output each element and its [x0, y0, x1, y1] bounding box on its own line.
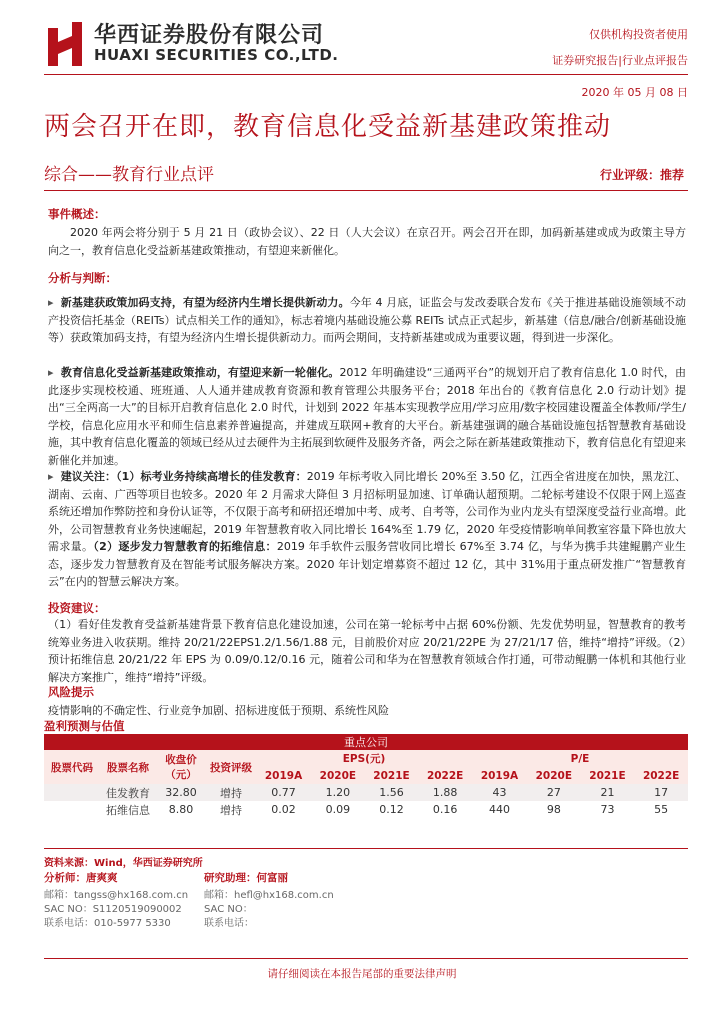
- analysis-p3-bold-1: 建议关注：（1）标考业务持续高增长的佳发教育：: [60, 470, 307, 483]
- cell-code: [44, 784, 100, 801]
- table-group-label: 重点公司: [44, 734, 688, 750]
- col-pe: P/E: [570, 752, 590, 765]
- pe-year: 2021E: [589, 769, 626, 782]
- analysis-p3-text-1: 2019 年标考收入同比增长 20%至 3.50 亿，江西全省进度在加快，黑龙江、湖南、云南、广西等项目也较多。2020 年 2 月需求大降但 3 月招标明显加速、订单确认超预期。二轮标考建设不仅限于网上巡查系统还增加作弊防控和身份认证等，不仅限于高考和研招还增加中考、成考、自考等，公司作为业内龙头有望深度受益行业高增。此外，公司智慧教育业务快速崛起，2019 年智慧教育收入同比增长 164%至 1.79 亿，2020 年受疫情影响单间教室容量下降也放大需求量。: [48, 470, 687, 553]
- cell-eps: 0.77: [271, 786, 296, 799]
- table-row: [44, 784, 688, 801]
- table-group-row: [44, 734, 688, 750]
- footer-divider: [44, 958, 688, 959]
- analysis-p1-text: 今年 4 月底，证监会与发改委联合发布《关于推进基础设施领域不动产投资信托基金（REITs）试点相关工作的通知》，标志着境内基础设施公募 REITs 试点正式起步，新基建（信息/融合/创新基础设施等）获政策加码支持，有望为经济内生增长提供新动力。而两会期间，支持新基建或成为重要议题，得到进一步深化。: [48, 296, 687, 344]
- table-row: [44, 801, 688, 818]
- eps-year: 2019A: [264, 769, 303, 782]
- cell-pe: 21: [600, 786, 615, 799]
- investment-text: （1）看好佳发教育受益新基建背景下教育信息化建设加速，公司在第一轮标考中占据 60%份额、先发优势明显，智慧教育的教考统筹业务进入收获期。维持 20/21/22EPS1.2/1.56/1.88 元，目前股价对应 20/21/22PE 为 27/21/17 倍，维持“增持”评级。（2）预计拓维信息 20/21/22 年 EPS 为 0.09/0.12/0.16 元，随着公司和华为在智慧教育领域合作打通，可带动鲲鹏一体机和其他行业解决方案推广，维持“增持”评级。: [48, 618, 686, 684]
- event-heading: 事件概述：: [48, 207, 106, 221]
- col-rating: 投资评级: [210, 761, 252, 774]
- legal-footer: 请仔细阅读在本报告尾部的重要法律声明: [267, 968, 457, 980]
- eps-year: 2020E: [319, 769, 357, 782]
- analyst-sac: SAC NO：S1120519090002: [44, 904, 182, 915]
- audience-note: 仅供机构投资者使用: [589, 28, 688, 41]
- col-code: 股票代码: [51, 761, 93, 774]
- risk-heading: 风险提示: [48, 685, 94, 699]
- report-title: 两会召开在即，教育信息化受益新基建政策推动: [44, 112, 612, 142]
- table-header-row-1: [44, 750, 688, 767]
- cell-eps: 0.12: [379, 803, 404, 816]
- cell-name: 拓维信息: [106, 803, 150, 817]
- col-price: 收盘价（元）: [165, 754, 197, 781]
- report-subtitle: 综合——教育行业点评: [44, 165, 214, 185]
- analyst-email: 邮箱：tangss@hx168.com.cn: [44, 890, 189, 901]
- col-eps: EPS(元): [342, 753, 386, 765]
- cell-pe: 73: [600, 803, 615, 816]
- table-bottom-border: [44, 848, 688, 849]
- analysis-p1-bold: 新基建获政策加码支持，有望为经济内生增长提供新动力。: [60, 296, 350, 309]
- report-type: 证券研究报告|行业点评报告: [552, 54, 688, 67]
- cell-price: 32.80: [165, 786, 197, 799]
- analysis-paragraph-1: [48, 294, 686, 347]
- cell-eps: 0.09: [325, 803, 351, 816]
- cell-pe: 98: [546, 803, 561, 816]
- cell-name: 佳发教育: [106, 786, 150, 800]
- bullet-icon: ▸: [48, 470, 61, 483]
- company-name-en: HUAXI SECURITIES CO.,LTD.: [94, 46, 339, 64]
- assistant-email: 邮箱：hefl@hx168.com.cn: [204, 890, 334, 901]
- pe-year: 2022E: [642, 769, 680, 782]
- eps-year: 2022E: [426, 769, 464, 782]
- cell-eps: 1.56: [379, 786, 404, 799]
- title-divider: [44, 190, 688, 191]
- analysis-heading: 分析与判断：: [48, 271, 117, 285]
- cell-eps: 0.16: [432, 803, 458, 816]
- analysis-paragraph-2: [48, 364, 686, 469]
- investment-heading: 投资建议：: [48, 601, 106, 615]
- analysis-p3-text-2: 2019 年手软件云服务营收同比增长 67%至 3.74 亿，与华为携手共建鲲鹏产业生态，逐步发力智慧教育及在智能考试服务解决方案。2020 年计划定增募资不超过 12 亿，其中 31%用于重点研发推广“智慧教育云”在内的智慧云解决方案。: [48, 540, 687, 588]
- cell-eps: 1.20: [325, 786, 351, 799]
- analysis-p2-text: 2012 年明确建设“三通两平台”的规划开启了教育信息化 1.0 时代，由此逐步实现校校通、班班通、人人通并建成教育资源和教育管理公共服务平台；2018 年出台的《教育信息化 2.0 行动计划》提出“三全两高一大”的目标开启教育信息化 2.0 时代，计划到 2022 年基本实现教学应用/学习应用/数字校园建设覆盖全体教师/学生/学校，信息化应用水平和师生信息素养普遍提高，并建成互联网+教育的大平台。新基建强调的融合基础设施包括智慧教育基础设施，其中教育信息化覆盖的领域已经从过去硬件为主拓展到软硬件及服务齐备，两会之际在新基建政策推动下，教育信息化有望迎来新催化并加速。: [48, 366, 687, 467]
- assistant-sac: SAC NO：: [204, 904, 253, 915]
- industry-rating: 行业评级：推荐: [599, 168, 684, 182]
- pe-year: 2020E: [535, 769, 573, 782]
- assistant-phone: 联系电话：: [204, 918, 254, 929]
- cell-rating: 增持: [220, 803, 242, 817]
- eps-year: 2021E: [373, 769, 410, 782]
- analysis-p2-bold: 教育信息化受益新基建政策推动，有望迎来新一轮催化。: [60, 366, 340, 379]
- cell-eps: 0.02: [271, 803, 296, 816]
- analysis-paragraph-3: [48, 468, 686, 591]
- pe-year: 2019A: [480, 769, 519, 782]
- cell-pe: 55: [654, 803, 669, 816]
- analysis-p3-bold-2: （2）逐步发力智慧教育的拓维信息：: [93, 540, 277, 553]
- col-name: 股票名称: [107, 761, 149, 774]
- risk-text: 疫情影响的不确定性、行业竞争加剧、招标进度低于预期、系统性风险: [48, 704, 389, 717]
- cell-pe: 17: [654, 786, 669, 799]
- cell-pe: 43: [492, 786, 507, 799]
- analyst-phone: 联系电话：010-5977 5330: [44, 918, 171, 929]
- cell-pe: 27: [546, 786, 561, 799]
- analyst-label: 分析师：唐爽爽: [44, 872, 118, 884]
- cell-eps: 1.88: [432, 786, 458, 799]
- forecast-heading: 盈利预测与估值: [44, 719, 125, 733]
- event-text: 2020 年两会将分别于 5 月 21 日（政协会议）、22 日（人大会议）在京召开。两会召开在即，加码新基建或成为政策主导方向之一，教育信息化受益新基建政策推动，有望迎来新催化。: [48, 226, 686, 257]
- company-name-cn: 华西证券股份有限公司: [94, 23, 325, 48]
- company-logo: [48, 22, 84, 66]
- cell-rating: 增持: [220, 786, 242, 800]
- cell-pe: 440: [488, 803, 510, 816]
- bullet-icon: ▸: [48, 296, 61, 309]
- forecast-table: [44, 734, 688, 818]
- header-divider: [44, 74, 688, 75]
- source-note: 资料来源：Wind，华西证券研究所: [44, 858, 203, 869]
- cell-price: 8.80: [168, 803, 194, 816]
- cell-code: [44, 801, 100, 818]
- report-date: 2020 年 05 月 08 日: [581, 86, 688, 99]
- assistant-label: 研究助理：何富丽: [204, 872, 288, 884]
- bullet-icon: ▸: [48, 366, 61, 379]
